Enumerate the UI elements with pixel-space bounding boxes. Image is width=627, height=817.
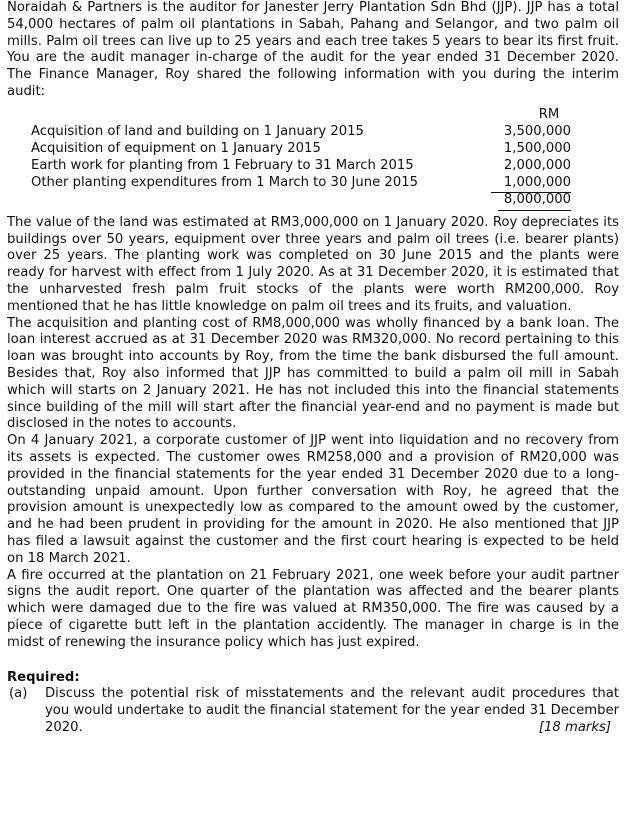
cost-description: Acquisition of equipment on 1 January 2015 <box>31 140 321 156</box>
fire-paragraph: A fire occurred at the plantation on 21 February 2021, one week before your audit partner signs the audit report. One quarter of the plantation was affected and the bearer plants which were damaged due to the fire was valued at RM350,000. The fire was caused by a piece of cigarette butt left in the plantation accidently. The manager in charge is in the midst of renewing the insurance policy which has just expired. <box>7 567 619 650</box>
loan-paragraph: The acquisition and planting cost of RM8,000,000 was wholly financed by a bank loan. The loan interest accrued as at 31 December 2020 was RM320,000. No record pertaining to this loan was brought into accounts by Roy, from the time the bank disbursed the full amount. Besides that, Roy also informed that JJP has committed to build a palm oil mill in Sabah which will starts on 2 January 2021. He has not included this into the financial statements since building of the mill will start after the financial year-end and no payment is made but disclosed in the notes to accounts. <box>7 315 619 432</box>
question-marks: [18 marks] <box>538 719 611 735</box>
currency-header: RM <box>538 106 560 122</box>
exam-question-page <box>7 0 619 737</box>
cost-description: Earth work for planting from 1 February to 31 March 2015 <box>31 157 414 173</box>
question-item <box>7 686 619 736</box>
cost-table <box>7 107 619 215</box>
cost-amount: 1,500,000 <box>503 140 571 156</box>
cost-amount: 3,500,000 <box>503 123 571 139</box>
intro-paragraph: Noraidah & Partners is the auditor for Janester Jerry Plantation Sdn Bhd (JJP). JJP has a total 54,000 hectares of palm oil plantations in Sabah, Pahang and Selangor, and two palm oil mills. Palm oil trees can live up to 25 years and each tree takes 5 years to bear its first fruit. You are the audit manager in-charge of the audit for the year ended 31 December 2020. The Finance Manager, Roy shared the following information with you during the interim audit: <box>7 0 619 99</box>
cost-row <box>31 175 571 192</box>
question-label: (a) <box>9 686 28 702</box>
cost-row <box>31 124 571 141</box>
valuation-paragraph: The value of the land was estimated at RM3,000,000 on 1 January 2020. Roy depreciates its buildings over 50 years, equipment over three years and palm oil trees (i.e. bearer plants) over 25 years. The planting work was completed on 30 June 2015 and the plants were ready for harvest with effect from 1 July 2020. As at 31 December 2020, it is estimated that the unharvested fresh palm fruit stocks of the plants were worth RM200,000. Roy mentioned that he has little knowledge on palm oil trees and its fruits, and valuation. <box>7 214 619 314</box>
required-heading: Required: <box>7 669 80 685</box>
required-section <box>7 670 619 737</box>
cost-total: 8,000,000 <box>498 192 571 211</box>
cost-amount: 1,000,000 <box>491 175 571 193</box>
cost-row <box>31 158 571 175</box>
cost-row <box>31 141 571 158</box>
cost-total-row <box>491 192 571 209</box>
question-text: Discuss the potential risk of misstatements and the relevant audit procedures that you would undertake to audit the financial statement for the year ended 31 December 2020. <box>45 686 619 735</box>
cost-description: Acquisition of land and building on 1 January 2015 <box>31 123 364 139</box>
cost-description: Other planting expenditures from 1 March to 30 June 2015 <box>31 174 418 190</box>
cost-amount: 2,000,000 <box>503 157 571 173</box>
customer-liquidation-paragraph: On 4 January 2021, a corporate customer of JJP went into liquidation and no recovery from its assets is expected. The customer owes RM258,000 and a provision of RM20,000 was provided in the financial statements for the year ended 31 December 2020 due to a long-outstanding unpaid amount. Upon further conversation with Roy, he agreed that the provision amount is unexpectedly low as compared to the amount owed by the customer, and he had been prudent in providing for the amount in 2020. He also mentioned that JJP has filed a lawsuit against the customer and the first court hearing is expected to be held on 18 March 2021. <box>7 433 619 566</box>
